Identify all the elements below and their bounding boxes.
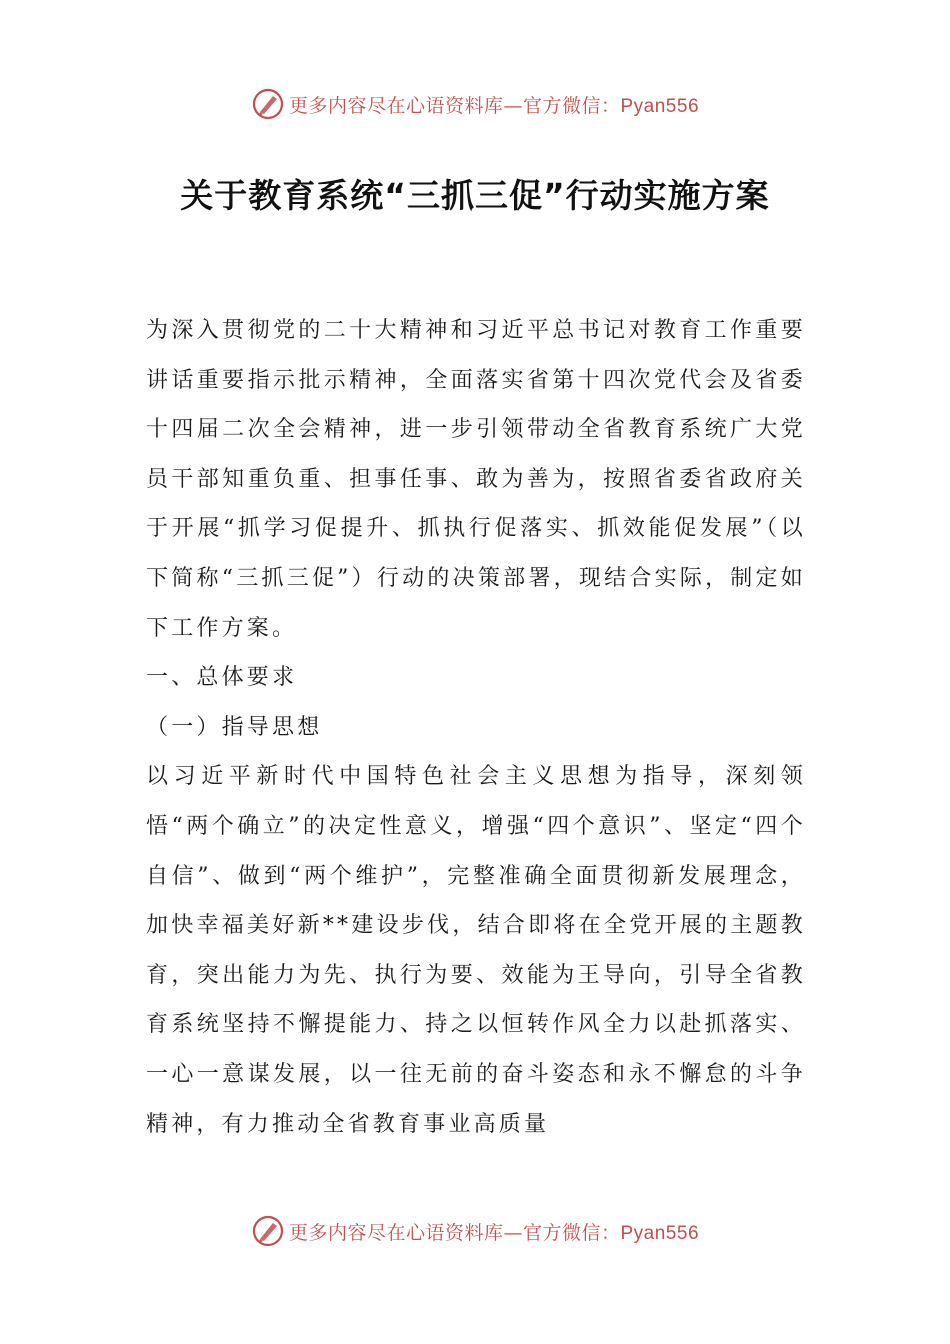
section-heading-overall-requirements: 一、总体要求 [146,665,298,691]
header-watermark [0,84,950,124]
watermark-label: 更多内容尽在心语资料库—官方微信： [288,1221,621,1244]
watermark-label: 更多内容尽在心语资料库—官方微信： [288,94,621,117]
watermark-text [289,1218,699,1245]
pen-seal-logo-icon [251,87,285,121]
footer-watermark [0,1211,950,1251]
watermark-wechat-id: Pyan556 [620,95,700,117]
paragraph-guiding-ideology: 以习近平新时代中国特色社会主义思想为指导，深刻领悟“两个确立”的决定性意义，增强“四个意识”、坚定“四个自信”、做到“两个维护”，完整准确全面贯彻新发展理念，加快幸福美好新**建设步伐，结合即将在全党开展的主题教育，突出能力为先、执行为要、效能为王导向，引导全省教育系统坚持不懈提能力、持之以恒转作风全力以赴抓落实、一心一意谋发展，以一往无前的奋斗姿态和永不懈怠的斗争精神，有力推动全省教育事业高质量 [146,764,806,1137]
document-body [146,306,806,1149]
pen-seal-logo-icon [251,1214,285,1248]
subsection-heading-guiding-ideology: （一）指导思想 [146,714,323,740]
watermark-text [289,91,699,118]
watermark-wechat-id: Pyan556 [620,1222,700,1244]
document-title: 关于教育系统“三抓三促”行动实施方案 [180,176,770,215]
paragraph-intro: 为深入贯彻党的二十大精神和习近平总书记对教育工作重要讲话重要指示批示精神，全面落实省第十四次党代会及省委十四届二次全会精神，进一步引领带动全省教育系统广大党员干部知重负重、担事任事、敢为善为，按照省委省政府关于开展“抓学习促提升、抓执行促落实、抓效能促发展”（以下简称“三抓三促”）行动的决策部署，现结合实际，制定如下工作方案。 [146,318,806,641]
